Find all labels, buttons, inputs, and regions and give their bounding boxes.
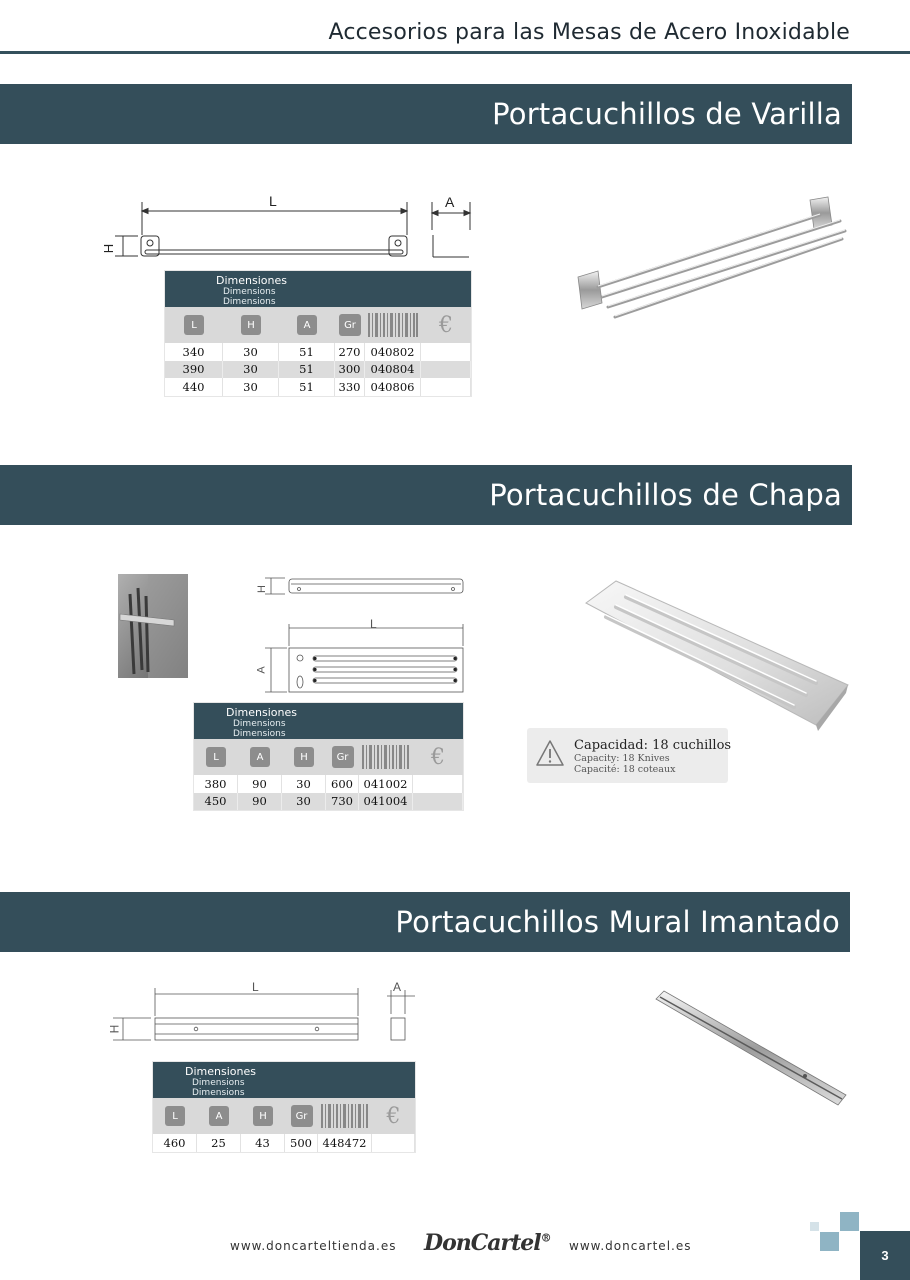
spec-title: Dimensiones	[185, 1065, 256, 1078]
table-cell	[413, 775, 463, 793]
weight-icon: Gr	[332, 746, 354, 768]
table-cell: 500	[285, 1134, 318, 1152]
capacity-title: Capacidad: 18 cuchillos	[574, 738, 732, 753]
spec-subtitle-en: Dimensions	[192, 1078, 245, 1088]
weight-icon: Gr	[339, 314, 361, 336]
table-cell: 51	[279, 378, 335, 396]
dimension-label-a: A	[255, 666, 268, 674]
warning-icon	[535, 739, 565, 767]
page-number: 3	[860, 1231, 910, 1280]
table-cell: 040806	[365, 378, 421, 396]
section-title: Portacuchillos de Chapa	[489, 478, 842, 512]
section-banner-varilla	[0, 84, 852, 144]
decor-square	[820, 1232, 839, 1251]
table-cell: 450	[194, 793, 238, 811]
footer-shop-link[interactable]: www.doncarteltienda.es	[230, 1239, 397, 1253]
product-in-use-photo	[118, 574, 188, 678]
height-icon: H	[294, 747, 314, 767]
barcode-icon	[321, 1104, 369, 1128]
spec-title: Dimensiones	[216, 274, 287, 287]
product-photo-varilla	[570, 195, 855, 330]
table-cell: 600	[326, 775, 359, 793]
spec-table-header	[194, 703, 463, 739]
spec-rows	[194, 775, 463, 810]
logo-text: DonCartel	[424, 1230, 541, 1256]
euro-icon: €	[431, 744, 445, 770]
brand-logo	[424, 1230, 551, 1256]
table-cell: 30	[282, 775, 326, 793]
table-row	[153, 1134, 415, 1152]
product-photo-chapa	[580, 575, 850, 735]
logo-registered-mark: ®	[540, 1231, 551, 1245]
table-cell	[421, 343, 471, 361]
euro-icon: €	[386, 1103, 401, 1129]
section-banner-imantado	[0, 892, 850, 952]
table-cell: 730	[326, 793, 359, 811]
spec-subtitle-fr: Dimensions	[233, 729, 286, 739]
table-cell: 51	[279, 361, 335, 379]
table-cell: 448472	[318, 1134, 372, 1152]
dimension-label-h: H	[255, 585, 268, 593]
capacity-en: Capacity: 18 Knives	[574, 753, 670, 764]
table-cell: 380	[194, 775, 238, 793]
spec-title: Dimensiones	[226, 706, 297, 719]
section-title: Portacuchillos de Varilla	[492, 97, 842, 131]
spec-icon-row	[165, 307, 471, 343]
spec-icon-row	[194, 739, 463, 775]
section-title: Portacuchillos Mural Imantado	[395, 905, 840, 939]
table-cell: 270	[335, 343, 365, 361]
table-row	[165, 361, 471, 379]
length-icon: L	[206, 747, 226, 767]
spec-table-chapa	[193, 702, 464, 811]
spec-subtitle-fr: Dimensions	[223, 297, 276, 307]
table-cell: 041002	[359, 775, 413, 793]
spec-table-varilla	[164, 270, 472, 397]
table-cell: 040802	[365, 343, 421, 361]
technical-drawing-varilla	[105, 190, 480, 265]
section-banner-chapa	[0, 465, 852, 525]
page-header-title: Accesorios para las Mesas de Acero Inoxidable	[328, 20, 850, 45]
length-icon: L	[184, 315, 204, 335]
dimension-label-l: L	[252, 980, 259, 994]
table-cell: 330	[335, 378, 365, 396]
capacity-fr: Capacité: 18 coteaux	[574, 764, 676, 775]
table-cell: 460	[153, 1134, 197, 1152]
technical-drawing-chapa	[255, 562, 470, 700]
table-cell: 51	[279, 343, 335, 361]
dimension-label-a: A	[445, 194, 455, 210]
table-cell: 390	[165, 361, 223, 379]
spec-rows	[165, 343, 471, 396]
spec-table-imantado	[152, 1061, 416, 1153]
table-cell: 300	[335, 361, 365, 379]
technical-drawing-imantado	[105, 982, 425, 1044]
table-row	[194, 793, 463, 811]
table-cell: 90	[238, 793, 282, 811]
spec-subtitle-fr: Dimensions	[192, 1088, 245, 1098]
width-icon: A	[209, 1106, 229, 1126]
spec-table-header	[153, 1062, 415, 1098]
spec-rows	[153, 1134, 415, 1152]
product-photo-imantado	[650, 985, 850, 1110]
table-cell	[421, 378, 471, 396]
table-cell: 30	[223, 378, 279, 396]
decor-square	[840, 1212, 859, 1231]
dimension-label-a: A	[393, 980, 402, 994]
table-cell: 90	[238, 775, 282, 793]
table-row	[165, 378, 471, 396]
height-icon: H	[241, 315, 261, 335]
spec-table-header	[165, 271, 471, 307]
table-row	[165, 343, 471, 361]
decor-square	[810, 1222, 819, 1231]
footer-site-link[interactable]: www.doncartel.es	[569, 1239, 692, 1253]
dimension-label-l: L	[370, 617, 377, 631]
dimension-label-h: H	[101, 243, 117, 254]
length-icon: L	[165, 1106, 185, 1126]
table-cell	[413, 793, 463, 811]
barcode-icon	[368, 313, 418, 337]
euro-icon: €	[439, 312, 453, 338]
table-cell: 041004	[359, 793, 413, 811]
table-cell: 25	[197, 1134, 241, 1152]
dimension-label-h: H	[107, 1024, 122, 1034]
table-cell: 30	[223, 343, 279, 361]
height-icon: H	[253, 1106, 273, 1126]
table-cell	[372, 1134, 415, 1152]
width-icon: A	[250, 747, 270, 767]
table-cell: 30	[223, 361, 279, 379]
table-cell: 30	[282, 793, 326, 811]
table-cell	[421, 361, 471, 379]
barcode-icon	[362, 745, 410, 769]
table-cell: 340	[165, 343, 223, 361]
dimension-label-l: L	[269, 193, 277, 209]
spec-icon-row	[153, 1098, 415, 1134]
table-cell: 440	[165, 378, 223, 396]
header-divider	[0, 51, 910, 54]
table-cell: 040804	[365, 361, 421, 379]
spec-subtitle-en: Dimensions	[223, 287, 276, 297]
table-row	[194, 775, 463, 793]
spec-subtitle-en: Dimensions	[233, 719, 286, 729]
weight-icon: Gr	[291, 1105, 313, 1127]
width-icon: A	[297, 315, 317, 335]
table-cell: 43	[241, 1134, 285, 1152]
